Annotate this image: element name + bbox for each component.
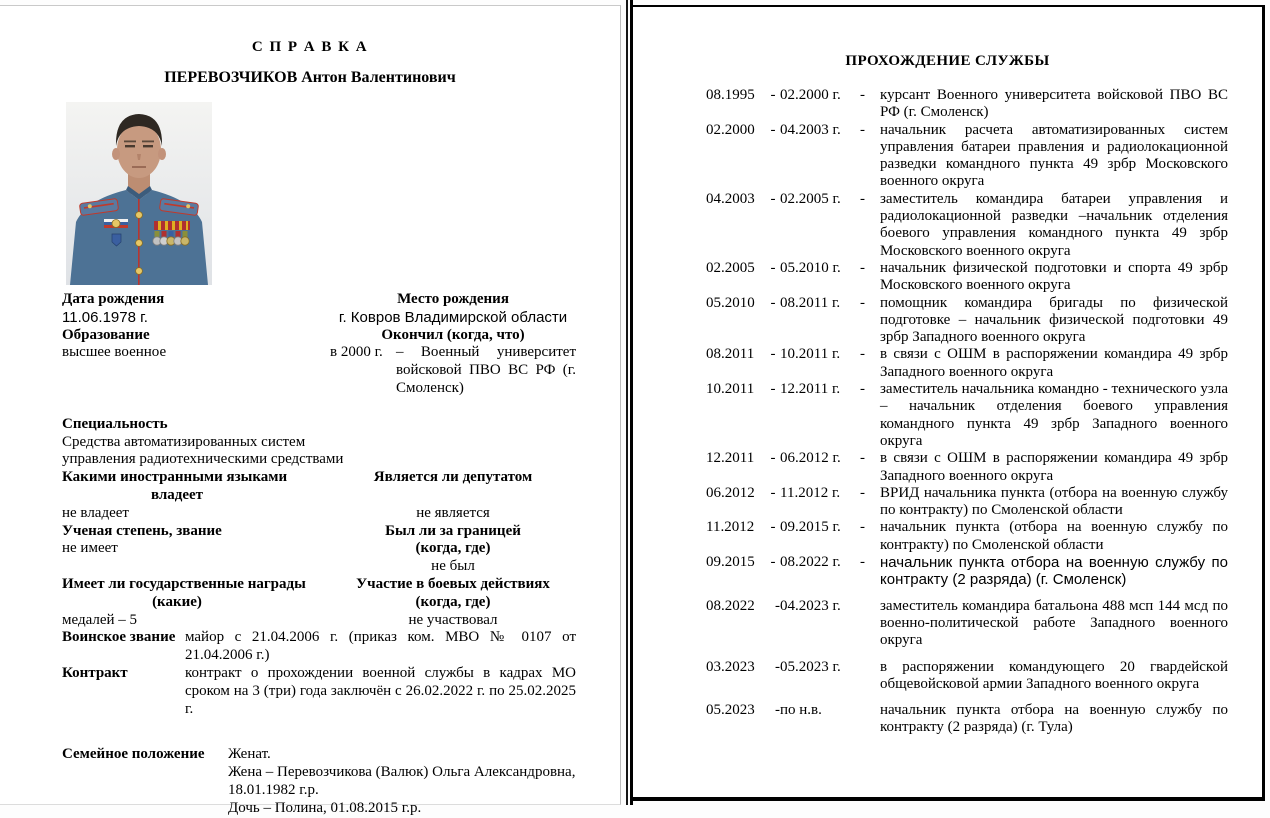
combat-label: Участие в боевых действиях [356,575,550,592]
deputy-label: Является ли депутатом [373,469,533,486]
entry-text: в связи с ОШМ в распоряжении командира 49 зрбр Западного военного округа [880,450,1228,484]
entry-desc-dash: - [860,484,865,501]
service-entry [706,87,1228,122]
entry-desc-dash: - [860,381,865,398]
speciality-section [62,416,576,469]
entry-desc-dash: - [860,121,865,138]
entry-from: 11.2012 [706,519,755,536]
contract-row [62,665,576,718]
combat-sublabel: (когда, где) [415,593,491,610]
service-entry [706,702,1228,737]
entry-text: заместитель командира батальона 488 мсп 144 мсд по военно-политической работе Западного военного округа [880,597,1228,649]
contract-value: контракт о прохождении военной службы в кадрах МО сроком на 3 (три) года заключён с 26.02.2022 г. по 25.02.2025 г. [185,664,576,717]
entry-text: начальник пункта (отбора на военную службу по контракту) по Смоленской области [880,519,1228,553]
entry-text: курсант Военного университета войсковой ПВО ВС РФ (г. Смоленск) [880,87,1228,121]
entry-from: 02.2000 [706,121,755,138]
entry-to: 04.2023 г. [780,597,841,614]
pob-value: г. Ковров Владимирской области [338,308,568,326]
entry-text: заместитель начальника командно - технического узла – начальник отделения боевого управления командного пункта 49 зрбр Западного военного округа [880,381,1228,449]
family-line: Жена – Перевозчикова (Валюк) Ольга Александровна, [228,764,576,781]
degree-value: не имеет [62,540,118,557]
entry-dash: - [775,597,780,614]
person-full-name: ПЕРЕВОЗЧИКОВ Антон Валентинович [164,69,456,86]
entry-from: 05.2023 [706,702,755,719]
entry-text: начальник расчета автоматизированных систем управления батареи правления и радиолокационной разведки командного пункта 49 зрбр Московского военного округа [880,121,1228,190]
entry-dash: - [775,658,780,675]
entry-desc-dash: - [860,294,865,311]
speciality-label: Специальность [62,415,168,432]
service-record-header: ПРОХОЖДЕНИЕ СЛУЖБЫ [845,53,1050,69]
entry-desc-dash [860,598,880,650]
medals [153,231,189,245]
entry-to: 08.2011 г. [780,294,841,311]
entry-to: 08.2022 г. [780,554,841,571]
entry-to: 05.2010 г. [780,259,841,276]
entry-dash: - [770,294,776,311]
awards-sublabel: (какие) [152,593,202,610]
service-entries [706,87,1228,737]
entry-to: 02.2005 г. [780,190,841,207]
languages-value: не владеет [62,504,129,521]
entry-from: 08.1995 [706,87,755,103]
service-entry [706,598,1228,650]
portrait-photo-graphic [66,102,212,285]
entry-from: 09.2015 [706,554,755,571]
entry-to: 09.2015 г. [780,519,841,536]
entry-text: в распоряжении командующего 20 гвардейской общевойсковой армии Западного военного округа [880,658,1228,692]
graduated-what: – Военный университет войсковой ПВО ВС РФ (г. Смоленск) [396,344,576,396]
service-entry [706,450,1228,485]
rank-label: Воинское звание [62,629,176,646]
entry-to: по н.в. [780,702,822,719]
entry-to: 05.2023 г. [780,658,841,675]
entry-desc-dash: - [860,190,865,207]
entry-text: заместитель командира батареи управления и радиолокационной разведки –начальник отделения боевого управления командного пункта 49 зрбр Московского военного округа [880,190,1228,259]
education-label: Образование [62,326,150,343]
service-record-page [633,5,1265,801]
entry-to: 10.2011 г. [780,346,841,363]
entry-dash: - [770,121,776,138]
service-entry [706,122,1228,191]
entry-to: 06.2012 г. [780,450,841,467]
reference-page [0,5,621,816]
pob-label: Место рождения [397,291,509,307]
entry-desc-dash: - [860,87,865,103]
awards-label: Имеет ли государственные награды [62,575,306,592]
personal-data-fields [62,291,576,818]
family-value [228,746,576,817]
combat-value: не участвовал [408,611,498,628]
entry-dash: - [770,554,776,571]
entry-from: 08.2022 [706,597,755,614]
entry-dash: - [770,519,776,536]
family-row [62,746,576,817]
entry-dash: - [770,190,776,207]
entry-from: 04.2003 [706,190,755,207]
family-label: Семейное положение [62,746,205,763]
entry-from: 08.2011 [706,346,755,363]
rank-value: майор с 21.04.2006 г. (приказ ком. МВО № 0107 от 21.04.2006 г.) [185,629,576,664]
entry-text: начальник пункта отбора на военную службу по контракту (2 разряда) (г. Тула) [880,702,1228,736]
entry-dash: - [770,346,776,363]
entry-to: 04.2003 г. [780,121,841,138]
contract-label: Контракт [62,664,128,681]
service-entry [706,659,1228,694]
education-value: высшее военное [62,344,167,361]
page-divider-line-thin [626,0,628,805]
rank-row [62,629,576,665]
degree-label: Ученая степень, звание [62,522,222,539]
family-line: Женат. [228,746,271,763]
entry-text: помощник командира бригады по физической подготовке – начальник физической подготовки 49 зрбр Западного военного округа [880,294,1228,346]
service-entry [706,191,1228,260]
entry-desc-dash: - [860,259,865,276]
entry-dash: - [770,450,776,467]
family-line: Дочь – Полина, 01.08.2015 г.р. [228,799,422,816]
graduated-when: в 2000 г. [330,344,383,361]
entry-dash: - [770,87,776,103]
entry-desc-dash [860,702,880,737]
entry-from: 02.2005 [706,259,755,276]
awards-value: медалей – 5 [62,611,138,628]
abroad-value: не был [431,558,475,575]
service-entry [706,519,1228,554]
languages-label2: владеет [150,486,204,503]
ribbon-bar [154,221,190,230]
service-entry [706,260,1228,295]
languages-label: Какими иностранными языками [62,469,288,486]
entry-from: 06.2012 [706,484,755,501]
graduated-value [330,344,576,397]
entry-from: 12.2011 [706,450,755,467]
service-entry [706,381,1228,450]
entry-from: 10.2011 [706,381,755,398]
deputy-value: не является [416,504,490,521]
entry-desc-dash [860,659,880,694]
entry-text: начальник пункта отбора на военную службу по контракту (2 разряда) (г. Смоленск) [880,554,1228,589]
speciality-line1: Средства автоматизированных систем [62,433,306,450]
entry-text: ВРИД начальника пункта (отбора на военную службу по контракту) по Смоленской области [880,484,1228,519]
entry-desc-dash: - [860,554,865,571]
entry-text: в связи с ОШМ в распоряжении командира 49 зрбр Западного военного округа [880,346,1228,380]
page-title: С П Р А В К А [251,39,369,55]
entry-to: 12.2011 г. [780,381,841,398]
dob-label: Дата рождения [62,291,165,307]
entry-dash: - [775,702,780,719]
entry-desc-dash: - [860,346,865,363]
entry-desc-dash: - [860,519,865,536]
entry-desc-dash: - [860,450,865,467]
entry-dash: - [770,381,776,398]
service-entry [706,295,1228,347]
service-entry [706,485,1228,520]
entry-dash: - [770,259,776,276]
abroad-label: Был ли за границей [385,522,521,539]
speciality-line2: управления радиотехническими средствами [62,451,344,468]
entry-to: 02.2000 г. [780,87,841,103]
entry-dash: - [770,484,776,501]
service-entry [706,346,1228,381]
portrait-photo [66,102,212,285]
abroad-sublabel: (когда, где) [415,540,491,557]
dob-value: 11.06.1978 г. [62,308,148,326]
family-line: 18.01.1982 г.р. [228,781,319,798]
service-entry [706,554,1228,589]
entry-to: 11.2012 г. [780,484,841,501]
graduated-label: Окончил (когда, что) [381,326,525,343]
entry-from: 03.2023 [706,658,755,675]
entry-text: начальник физической подготовки и спорта 49 зрбр Московского военного округа [880,259,1228,294]
entry-from: 05.2010 [706,294,755,311]
